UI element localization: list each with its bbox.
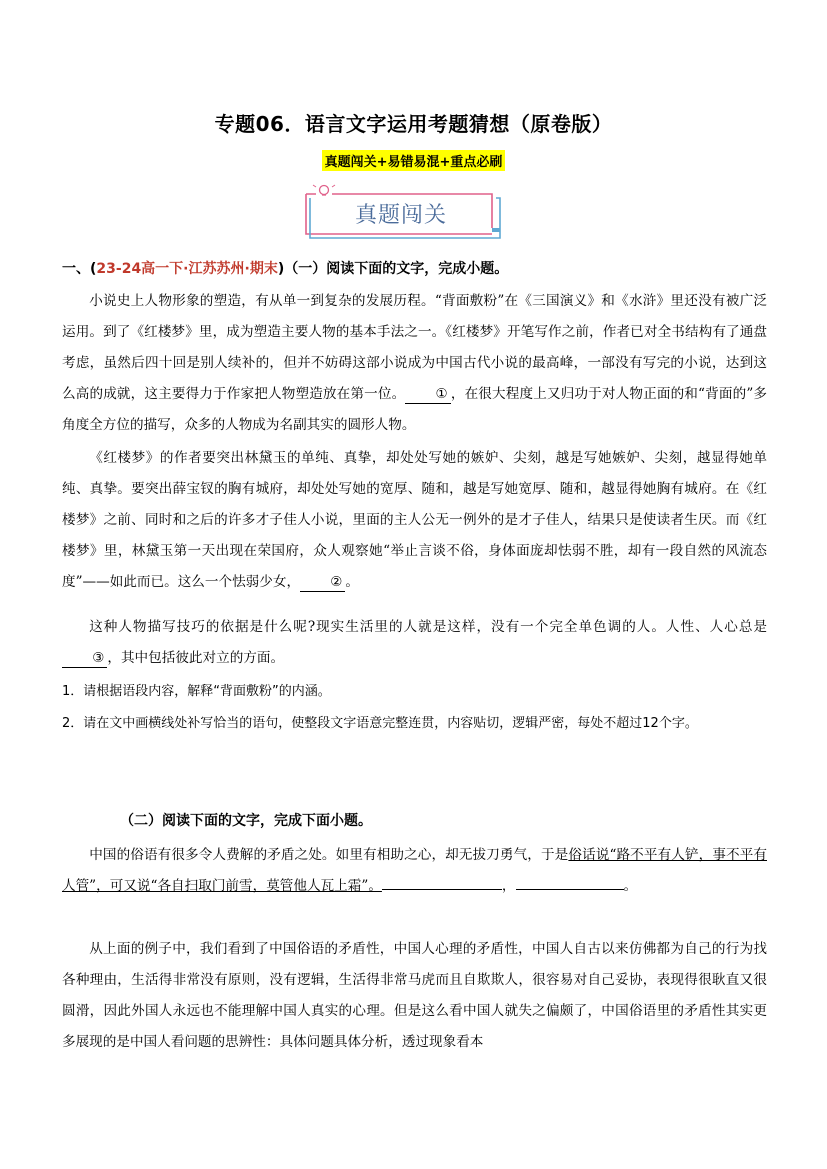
section-1-heading: 一、(23-24高一下·江苏苏州·期末)（一）阅读下面的文字，完成小题。 — [62, 261, 509, 277]
question-1: 1．请根据语段内容，解释“背面敷粉”的内涵。 — [62, 684, 331, 699]
section-2-heading: （二）阅读下面的文字，完成下面小题。 — [120, 813, 372, 829]
section-2-paragraph-1: 中国的俗语有很多令人费解的矛盾之处。如里有相助之心，却无拔刀勇气，于是俗话说“路不平有人铲，事不平有人管”，可又说“各自扫取门前雪，莫管他人瓦上霜”。 ， 。 — [62, 847, 767, 894]
blank-2: ② — [300, 573, 345, 592]
underlined-proverbs: 俗话说“路不平有人铲，事不平有人管”，可又说“各自扫取门前雪，莫管他人瓦上霜”。 — [62, 847, 767, 894]
question-2: 2．请在文中画横线处补写恰当的语句，使整段文字语意完整连贯，内容贴切，逻辑严密，每处不超过12个字。 — [62, 716, 698, 731]
section-1-paragraph-2: 《红楼梦》的作者要突出林黛玉的单纯、真挚，却处处写她的嫉妒、尖刻，越是写她嫉妒、尖刻，越显得她单纯、真挚。要突出薛宝钗的胸有城府，却处处写她的宽厚、随和，越是写她宽厚、随和，越显得她胸有城府。在《红楼梦》之前、同时和之后的许多才子佳人小说，里面的主人公无一例外的是才子佳人，结果只是使读者生厌。而《红楼梦》里，林黛玉第一天出现在荣国府，众人观察她“举止言谈不俗，身体面庞却怯弱不胜，却有一段自然的风流态度”——如此而已。这么一个怯弱少女， ② 。 — [62, 450, 767, 590]
blank-3: ③ — [62, 649, 107, 668]
source-label: 23-24高一下·江苏苏州·期末 — [96, 261, 278, 277]
lightbulb-icon — [313, 185, 335, 195]
subtitle-row — [0, 150, 827, 171]
page-title: 专题06．语言文字运用考题猜想（原卷版） — [214, 112, 613, 136]
section-1-paragraph-1: 小说史上人物形象的塑造，有从单一到复杂的发展历程。“背面敷粉”在《三国演义》和《水浒》里还没有被广泛运用。到了《红楼梦》里，成为塑造主要人物的基本手法之一。《红楼梦》开笔写作之前，作者已对全书结构有了通盘考虑，虽然后四十回是别人续补的，但并不妨碍这部小说成为中国古代小说的最高峰，一部没有写完的小说，达到这么高的成就，这主要得力于作家把人物塑造放在第一位。 ① ，在很大程度上又归功于对人物正面的和“背面的”多角度全方位的描写，众多的人物成为名副其实的圆形人物。 — [62, 293, 767, 433]
answer-line-1 — [382, 889, 502, 890]
section-2-paragraph-2: 从上面的例子中，我们看到了中国俗语的矛盾性，中国人心理的矛盾性，中国人自古以来仿佛都为自己的行为找各种理由，生活得非常没有原则，没有逻辑，生活得非常马虎而且自欺欺人，很容易对自己妥协，表现得很耿直又很圆滑，因此外国人永远也不能理解中国人真实的心理。但是这么看中国人就失之偏颇了，中国俗语里的矛盾性其实更多展现的是中国人看问题的思辨性：具体问题具体分析，透过现象看本 — [62, 941, 767, 1050]
answer-line-2 — [516, 889, 624, 890]
banner-label: 真题闯关 — [354, 203, 447, 228]
subtitle-highlight: 真题闯关+易错易混+重点必刷 — [322, 150, 506, 171]
blank-1: ① — [405, 385, 450, 404]
section-1-paragraph-3: 这种人物描写技巧的依据是什么呢?现实生活里的人就是这样，没有一个完全单色调的人。人性、人心总是③ ，其中包括彼此对立的方面。 — [62, 612, 767, 674]
